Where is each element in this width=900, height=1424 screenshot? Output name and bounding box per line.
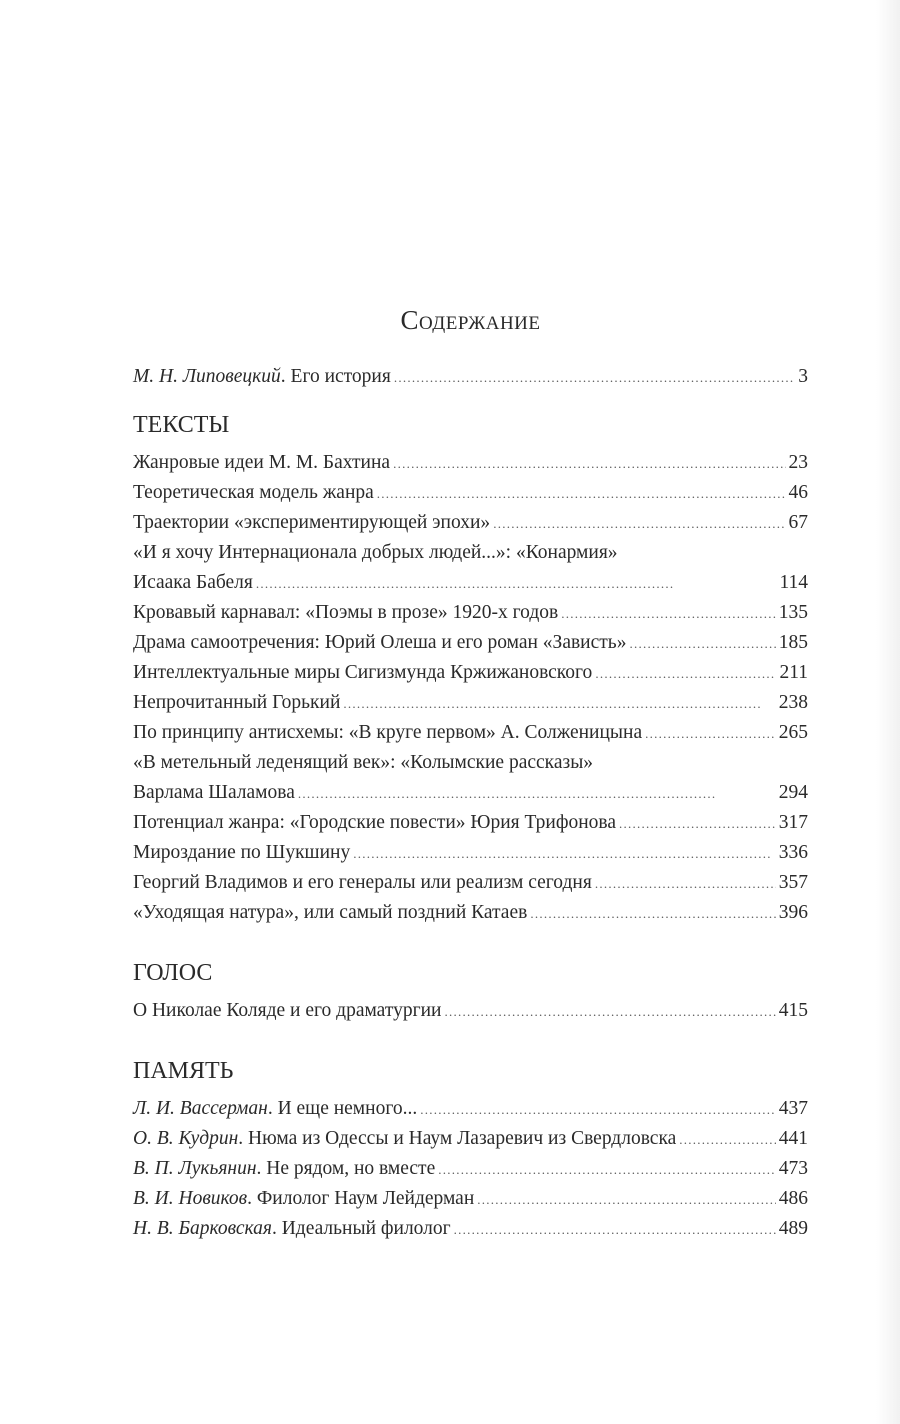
dot-leader	[353, 838, 776, 869]
entry-text: В. П. Лукьянин. Не рядом, но вместе	[133, 1158, 436, 1179]
toc-entry[interactable]	[133, 1094, 808, 1124]
dot-leader	[256, 568, 777, 599]
dot-leader	[561, 598, 776, 629]
entry-author: О. В. Кудрин	[133, 1128, 239, 1149]
dot-leader	[595, 658, 776, 689]
dot-leader	[477, 1184, 775, 1215]
entry-page: 135	[778, 602, 808, 623]
table-of-contents	[133, 300, 808, 1244]
toc-entry[interactable]	[133, 598, 808, 628]
entry-text	[133, 448, 390, 478]
entry-page: 441	[778, 1128, 808, 1149]
entry-text	[133, 898, 527, 928]
dot-leader	[298, 778, 776, 809]
entry-page: 486	[778, 1188, 808, 1209]
dot-leader	[619, 808, 776, 839]
toc-entry[interactable]	[133, 838, 808, 868]
entry-page: 336	[778, 842, 808, 863]
section-heading: ТЕКСТЫ	[133, 412, 230, 438]
entry-title-line1[interactable]: «В метельный леденящий век»: «Колымские рассказы»	[133, 752, 594, 773]
dot-leader	[444, 996, 775, 1027]
entry-title: Филолог Наум Лейдерман	[256, 1188, 475, 1209]
entry-title: Мироздание по Шукшину	[133, 842, 351, 863]
dot-leader	[493, 508, 785, 539]
entry-text	[133, 598, 558, 628]
entry-author: Л. И. Вассерман	[133, 1098, 268, 1119]
toc-entry[interactable]	[133, 478, 808, 508]
dot-leader	[530, 898, 775, 929]
entry-text: В. И. Новиков. Филолог Наум Лейдерман	[133, 1188, 475, 1209]
entry-page: 3	[798, 366, 808, 387]
dot-leader	[438, 1154, 776, 1185]
dot-leader	[679, 1124, 775, 1155]
entry-text	[133, 808, 616, 838]
entry-title: Интеллектуальные миры Сигизмунда Кржижановского	[133, 662, 593, 683]
entry-page: 415	[778, 1000, 808, 1021]
entry-text: О. В. Кудрин. Нюма из Одессы и Наум Лазаревич из Свердловска	[133, 1128, 677, 1149]
entry-page: 46	[788, 482, 808, 503]
entry-title: Варлама Шаламова	[133, 782, 295, 803]
section-heading: ПАМЯТЬ	[133, 1058, 234, 1084]
entry-page: 317	[778, 812, 808, 833]
entry-title: Драма самоотречения: Юрий Олеша и его роман «Зависть»	[133, 632, 627, 653]
entry-text	[133, 688, 340, 718]
toc-entry[interactable]	[133, 688, 808, 718]
toc-title: Содержание	[400, 305, 541, 335]
toc-entry[interactable]	[133, 1214, 808, 1244]
toc-entry[interactable]	[133, 1154, 808, 1184]
entry-text	[133, 568, 253, 598]
entry-page: 265	[778, 722, 808, 743]
entry-text: Л. И. Вассерман. И еще немного...	[133, 1098, 418, 1119]
entry-title: Теоретическая модель жанра	[133, 482, 374, 503]
toc-sections	[133, 408, 808, 1244]
entry-title: Траектории «экспериментирующей эпохи»	[133, 512, 491, 533]
dot-leader	[629, 628, 775, 659]
entry-page: 67	[788, 512, 808, 533]
entry-author: М. Н. Липовецкий	[133, 366, 281, 387]
entry-title: По принципу антисхемы: «В круге первом» А. Солженицына	[133, 722, 643, 743]
toc-entry[interactable]	[133, 448, 808, 478]
entry-page: 23	[788, 452, 808, 473]
dot-leader	[595, 868, 776, 899]
entry-text: Н. В. Барковская. Идеальный филолог	[133, 1218, 451, 1239]
entry-text	[133, 868, 592, 898]
entry-title-line1[interactable]: «И я хочу Интернационала добрых людей...»: «Конармия»	[133, 542, 618, 563]
spacer	[133, 1026, 808, 1038]
dot-leader	[454, 1214, 776, 1245]
entry-page: 294	[778, 782, 808, 803]
section-heading: ГОЛОС	[133, 960, 213, 986]
dot-leader	[645, 718, 776, 749]
toc-entry[interactable]	[133, 508, 808, 538]
entry-title: Исаака Бабеля	[133, 572, 253, 593]
toc-entry[interactable]	[133, 718, 808, 748]
entry-text	[133, 508, 490, 538]
entry-title: Жанровые идеи М. М. Бахтина	[133, 452, 391, 473]
entry-title: Нюма из Одессы и Наум Лазаревич из Свердловска	[248, 1128, 677, 1149]
toc-entry[interactable]	[133, 1184, 808, 1214]
entry-text: М. Н. Липовецкий. Его история	[133, 366, 391, 387]
entry-title: Георгий Владимов и его генералы или реализм сегодня	[133, 872, 592, 893]
entry-title: «Уходящая натура», или самый поздний Катаев	[133, 902, 528, 923]
dot-leader	[394, 362, 795, 393]
entry-page: 489	[778, 1218, 808, 1239]
entry-text	[133, 658, 592, 688]
page-edge-shadow	[876, 0, 900, 1424]
entry-title: Кровавый карнавал: «Поэмы в прозе» 1920-х годов	[133, 602, 559, 623]
entry-page: 238	[778, 692, 808, 713]
entry-title: Непрочитанный Горький	[133, 692, 341, 713]
entry-title: Не рядом, но вместе	[266, 1158, 436, 1179]
toc-entry-intro[interactable]	[133, 362, 808, 392]
dot-leader	[393, 448, 785, 479]
entry-text	[133, 838, 350, 868]
toc-entry[interactable]	[133, 898, 808, 928]
entry-author: Н. В. Барковская	[133, 1218, 272, 1239]
entry-title: Идеальный филолог	[281, 1218, 451, 1239]
entry-page: 211	[779, 662, 808, 683]
toc-entry[interactable]	[133, 628, 808, 658]
dot-leader	[420, 1094, 776, 1125]
entry-text	[133, 478, 374, 508]
entry-page: 185	[778, 632, 808, 653]
toc-entry[interactable]	[133, 778, 808, 808]
spacer	[133, 928, 808, 940]
entry-title: О Николае Коляде и его драматургии	[133, 1000, 442, 1021]
entry-title: Его история	[290, 366, 391, 387]
toc-entry[interactable]	[133, 868, 808, 898]
toc-entry[interactable]	[133, 658, 808, 688]
entry-text	[133, 628, 626, 658]
entry-title: И еще немного...	[277, 1098, 418, 1119]
dot-leader	[377, 478, 786, 509]
entry-author: В. И. Новиков	[133, 1188, 248, 1209]
entry-page: 473	[778, 1158, 808, 1179]
entry-text	[133, 778, 295, 808]
toc-entry[interactable]	[133, 568, 808, 598]
toc-entry[interactable]	[133, 808, 808, 838]
entry-author: В. П. Лукьянин	[133, 1158, 257, 1179]
dot-leader	[343, 688, 775, 719]
entry-page: 437	[778, 1098, 808, 1119]
toc-entry[interactable]	[133, 996, 808, 1026]
entry-page: 357	[778, 872, 808, 893]
toc-entry[interactable]	[133, 1124, 808, 1154]
entry-page: 396	[778, 902, 808, 923]
entry-text	[133, 996, 441, 1026]
entry-title: Потенциал жанра: «Городские повести» Юрия Трифонова	[133, 812, 617, 833]
entry-text	[133, 718, 642, 748]
entry-page: 114	[779, 572, 808, 593]
